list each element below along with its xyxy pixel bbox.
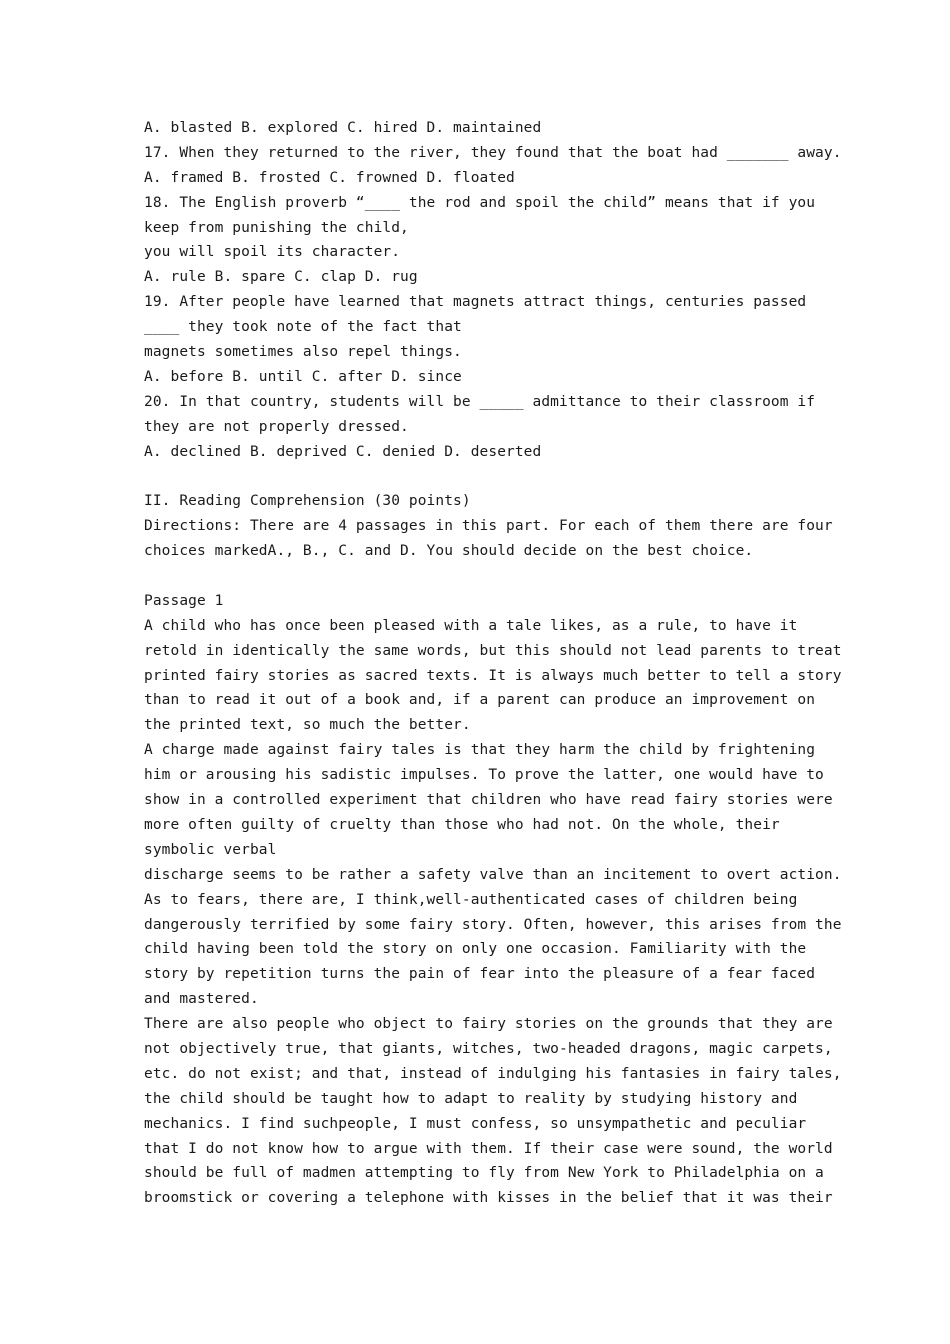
passage-text: than to read it out of a book and, if a parent can produce an improvement on (144, 692, 816, 709)
question-20: 20. In that country, students will be _____ admittance to their classroom if (144, 393, 816, 410)
section-heading: II. Reading Comprehension (30 points) (144, 493, 471, 510)
text-line: they are not properly dressed. (144, 418, 409, 435)
passage-title: Passage 1 (144, 592, 224, 609)
passage-text: and mastered. (144, 991, 259, 1008)
text-line: A. framed B. frosted C. frowned D. floated (144, 169, 515, 186)
passage-text: There are also people who object to fairy stories on the grounds that they are (144, 1016, 833, 1033)
text-line: A. blasted B. explored C. hired D. maintained (144, 120, 542, 136)
text-line: magnets sometimes also repel things. (144, 344, 462, 361)
passage-text: mechanics. I find suchpeople, I must confess, so unsympathetic and peculiar (144, 1115, 807, 1132)
text-line: A. declined B. deprived C. denied D. deserted (144, 443, 542, 460)
question-18: 18. The English proverb “____ the rod and spoil the child” means that if you (144, 194, 816, 211)
text-line: A. rule B. spare C. clap D. rug (144, 269, 418, 286)
passage-text: show in a controlled experiment that children who have read fairy stories were (144, 792, 833, 809)
passage-text: story by repetition turns the pain of fear into the pleasure of a fear faced (144, 966, 816, 983)
passage-text: should be full of madmen attempting to fly from New York to Philadelphia on a (144, 1165, 824, 1182)
passage-text: the printed text, so much the better. (144, 717, 471, 734)
passage-text: retold in identically the same words, but this should not lead parents to treat (144, 642, 842, 659)
passage-text: the child should be taught how to adapt to reality by studying history and (144, 1090, 798, 1107)
passage-text: discharge seems to be rather a safety valve than an incitement to overt action. (144, 866, 842, 883)
passage-text: A charge made against fairy tales is that they harm the child by frightening (144, 742, 816, 759)
text-line: A. before B. until C. after D. since (144, 368, 462, 385)
passage-text: him or arousing his sadistic impulses. To prove the latter, one would have to (144, 767, 824, 784)
text-line: you will spoil its character. (144, 244, 401, 261)
blank-line (144, 564, 824, 589)
directions-text: Directions: There are 4 passages in this part. For each of them there are four (144, 518, 833, 535)
text-line: ____ they took note of the fact that (144, 319, 462, 336)
passage-text: symbolic verbal (144, 841, 277, 858)
passage-text: A child who has once been pleased with a tale likes, as a rule, to have it (144, 617, 798, 634)
passage-text: broomstick or covering a telephone with kisses in the belief that it was their (144, 1190, 833, 1207)
passage-text: etc. do not exist; and that, instead of indulging his fantasies in fairy tales, (144, 1065, 842, 1082)
passage-text: As to fears, there are, I think,well-authenticated cases of children being (144, 891, 798, 908)
passage-text: printed fairy stories as sacred texts. It is always much better to tell a story (144, 667, 842, 684)
passage-text: more often guilty of cruelty than those who had not. On the whole, their (144, 816, 780, 833)
directions-text: choices markedA., B., C. and D. You should decide on the best choice. (144, 543, 754, 560)
blank-line (144, 464, 824, 489)
passage-text: dangerously terrified by some fairy story. Often, however, this arises from the (144, 916, 842, 933)
question-19: 19. After people have learned that magnets attract things, centuries passed (144, 294, 807, 311)
passage-text: not objectively true, that giants, witches, two-headed dragons, magic carpets, (144, 1040, 833, 1057)
document-page (144, 116, 842, 1211)
passage-text: that I do not know how to argue with them. If their case were sound, the world (144, 1140, 833, 1157)
passage-text: child having been told the story on only one occasion. Familiarity with the (144, 941, 807, 958)
question-17: 17. When they returned to the river, they found that the boat had _______ away. (144, 144, 842, 161)
text-line: keep from punishing the child, (144, 219, 409, 236)
